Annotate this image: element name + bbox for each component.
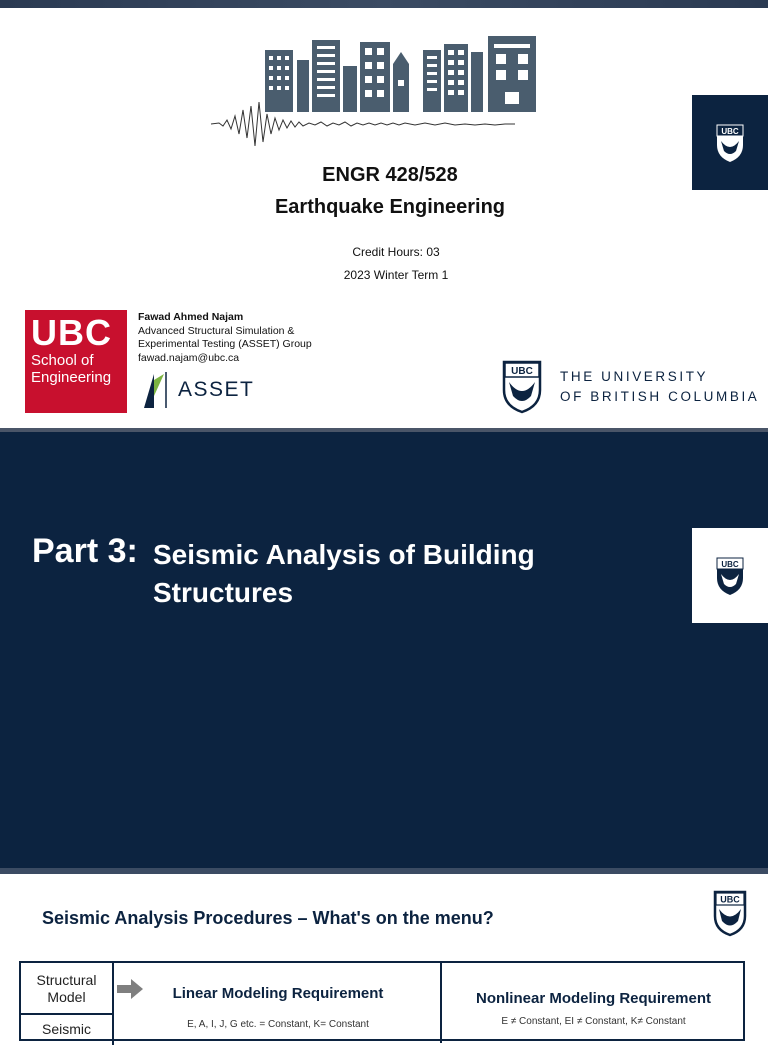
slide-top-bar bbox=[0, 868, 768, 874]
section-slide bbox=[0, 428, 768, 868]
ubc-crest-icon bbox=[715, 556, 745, 596]
svg-text:UBC: UBC bbox=[721, 126, 739, 136]
svg-text:UBC: UBC bbox=[511, 366, 533, 377]
content-slide bbox=[0, 868, 768, 1037]
author-affiliation-line2: Experimental Testing (ASSET) Group bbox=[138, 338, 312, 350]
author-block bbox=[138, 311, 312, 365]
asset-logo-text: ASSET bbox=[178, 378, 255, 401]
ubc-crest-tab bbox=[692, 528, 768, 623]
ubc-crest-tab bbox=[692, 95, 768, 190]
university-name-line1: THE UNIVERSITY bbox=[560, 369, 709, 384]
asset-mark-icon bbox=[140, 370, 170, 410]
part-title: Seismic Analysis of Building Structures bbox=[153, 539, 535, 608]
slide-top-bar bbox=[0, 0, 768, 8]
ubc-school-of-engineering-logo bbox=[25, 310, 127, 413]
credit-hours: Credit Hours: 03 bbox=[352, 245, 440, 259]
linear-modeling-title: Linear Modeling Requirement bbox=[172, 985, 384, 1002]
ubc-crest-icon bbox=[502, 360, 542, 414]
ubc-university-logo bbox=[502, 360, 759, 414]
logo-school-of-text: School of bbox=[31, 352, 94, 369]
ubc-crest-icon bbox=[713, 890, 747, 936]
logo-ubc-text: UBC bbox=[31, 312, 112, 353]
author-email[interactable]: fawad.najam@ubc.ca bbox=[138, 351, 240, 364]
nonlinear-modeling-cell bbox=[442, 963, 745, 1043]
university-name-line2: OF BRITISH COLUMBIA bbox=[560, 389, 760, 404]
course-code: ENGR 428/528 bbox=[322, 164, 458, 186]
analysis-procedures-table bbox=[19, 961, 745, 1041]
ubc-crest-icon bbox=[715, 123, 745, 163]
author-affiliation-line1: Advanced Structural Simulation & bbox=[138, 324, 295, 337]
linear-modeling-subtitle: E, A, I, J, G etc. = Constant, K= Constant bbox=[187, 1019, 369, 1030]
author-name: Fawad Ahmed Najam bbox=[138, 311, 244, 323]
course-name: Earthquake Engineering bbox=[274, 196, 506, 218]
svg-text:UBC: UBC bbox=[720, 894, 740, 905]
linear-modeling-cell bbox=[114, 963, 442, 1043]
nonlinear-modeling-subtitle: E ≠ Constant, EI ≠ Constant, K≠ Constant bbox=[501, 1016, 686, 1027]
logo-engineering-text: Engineering bbox=[31, 369, 112, 386]
title-slide bbox=[0, 0, 768, 428]
structural-model-cell: Structural Model bbox=[21, 963, 114, 1015]
svg-text:UBC: UBC bbox=[721, 559, 739, 569]
asset-logo bbox=[140, 370, 254, 410]
skyline-seismograph-icon bbox=[205, 30, 545, 160]
seismic-cell: Seismic bbox=[21, 1015, 114, 1045]
slide-title: Seismic Analysis Procedures – What's on the menu? bbox=[42, 908, 494, 928]
term: 2023 Winter Term 1 bbox=[343, 268, 449, 282]
nonlinear-modeling-title: Nonlinear Modeling Requirement bbox=[475, 990, 712, 1007]
part-label: Part 3: bbox=[32, 532, 138, 570]
